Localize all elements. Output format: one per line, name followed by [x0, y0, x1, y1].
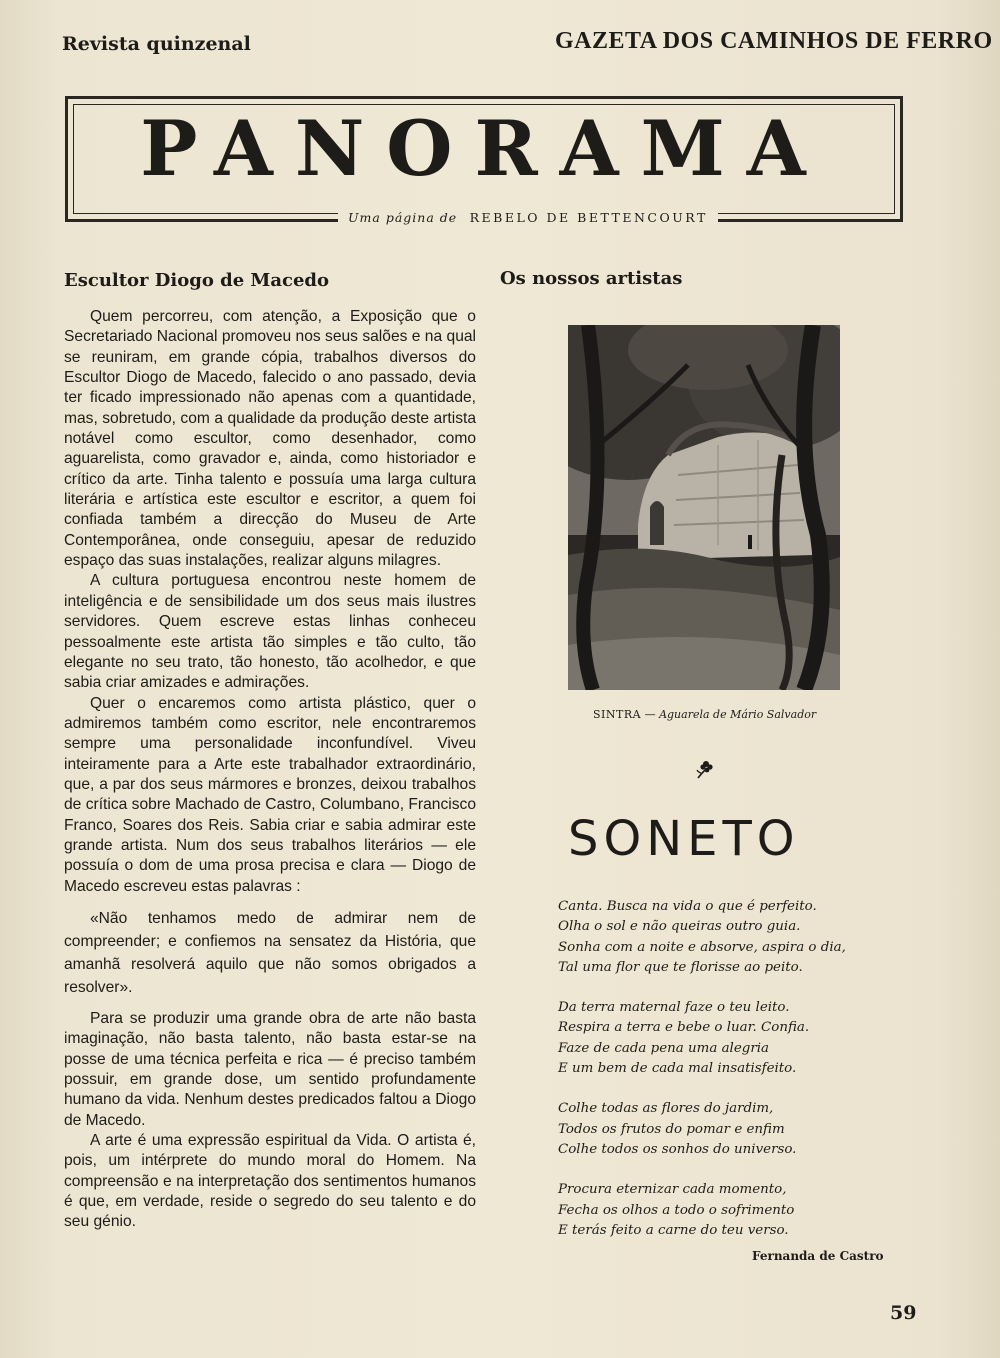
image-caption: [593, 708, 816, 721]
byline-prefix: Uma página de: [348, 210, 458, 225]
poem-line: Sonha com a noite e absorve, aspira o dia,: [558, 939, 846, 955]
banner-byline: [338, 210, 718, 225]
poem-line: Todos os frutos do pomar e enfim: [558, 1121, 785, 1137]
poem-line: E terás feito a carne do teu verso.: [558, 1222, 789, 1238]
article-heading: Escultor Diogo de Macedo: [64, 270, 330, 291]
artists-column: [500, 268, 910, 289]
banner-title: PANORAMA: [140, 104, 828, 193]
caption-title: SINTRA: [593, 708, 642, 721]
article-paragraph: A cultura portuguesa encontrou neste homem de inteligência e de sensibilidade um dos seus mais ilustres servidores. Quem escreve estas linhas conheceu pessoalmente este artista tão simples e tão culto, tão elegante no seu trato, tão honesto, tão acolhedor, e que sabia criar amizades e admirações.: [64, 572, 476, 692]
poem-line: Colhe todas as flores do jardim,: [558, 1101, 774, 1117]
poem-stanza: [558, 1099, 898, 1160]
artists-heading: Os nossos artistas: [500, 268, 683, 289]
page-number: 59: [890, 1302, 917, 1324]
poem-line: Faze de cada pena uma alegria: [558, 1040, 769, 1056]
sintra-watercolor-image: [568, 325, 840, 690]
poem-line: Colhe todos os sonhos do universo.: [558, 1141, 797, 1157]
caption-subtitle: — Aguarela de Mário Salvador: [644, 708, 817, 721]
flower-ornament-icon: [692, 757, 716, 781]
poem-line: Tal uma flor que te florisse ao peito.: [558, 959, 803, 975]
poem-stanza: [558, 998, 898, 1079]
masthead-left: Revista quinzenal: [62, 33, 251, 55]
poem-stanza: [558, 897, 898, 978]
poem-title: SONETO: [568, 811, 800, 867]
article-paragraph: Quer o encaremos como artista plástico, quer o admiremos também como escritor, nele encontraremos sempre uma personalidade inconfundível. Viveu inteiramente para a Arte este trabalhador extraordinário, que, a par dos seus mármores e bronzes, deixou trabalhos de crítica sobre Machado de Castro, Columbano, Francisco Franco, Soares dos Reis. Sabia criar e sabia admirar este grande artista. Num dos seus trabalhos literários — ele possuía o dom de uma prosa precisa e clara — Diogo de Macedo escreveu estas palavras :: [64, 694, 476, 895]
poem-line: Olha o sol e não queiras outro guia.: [558, 919, 801, 935]
panorama-banner: [65, 96, 903, 222]
article-quote: «Não tenhamos medo de admirar nem de compreender; e confiemos na sensatez da História, que amanhã resolverá aquilo que não somos obrigados a resolver».: [64, 909, 476, 996]
poem-line: E um bem de cada mal insatisfeito.: [558, 1061, 797, 1077]
poem-line: Respira a terra e bebe o luar. Confia.: [558, 1020, 810, 1036]
poem-author: Fernanda de Castro: [752, 1249, 884, 1263]
article-paragraph: Para se produzir uma grande obra de arte não basta imaginação, não basta talento, não basta estar-se na posse de uma técnica perfeita e rica — é preciso também possuir, em grande dose, um sentido profundamente humano da vida. Nenhum destes predicados faltou a Diogo de Macedo.: [64, 1009, 476, 1129]
poem-line: Procura eternizar cada momento,: [558, 1182, 787, 1198]
poem-line: Canta. Busca na vida o que é perfeito.: [558, 899, 817, 914]
poem-line: Fecha os olhos a todo o sofrimento: [558, 1202, 795, 1218]
masthead-right: GAZETA DOS CAMINHOS DE FERRO: [555, 28, 993, 54]
poem-body: [558, 897, 898, 1261]
article-column: [64, 270, 476, 1233]
poem-stanza: [558, 1180, 898, 1241]
article-paragraph: Quem percorreu, com atenção, a Exposição que o Secretariado Nacional promoveu nos seus salões e na qual se reuniram, em grande cópia, trabalhos diversos do Escultor Diogo de Macedo, falecido o ano passado, devia ter ficado impressionado não apenas com a quantidade, mas, sobretudo, com a qualidade da produção deste artista notável como escultor, como desenhador, como aguarelista, como gravador e, ainda, como historiador e crítico da arte. Tinha talento e possuía uma larga cultura literária e artística este escultor e escritor, a quem foi confiada também a direcção do Museu de Arte Contemporânea, onde conseguiu, apesar de reduzido espaço das suas instalações, realizar alguns milagres.: [64, 308, 476, 570]
poem-line: Da terra maternal faze o teu leito.: [558, 1000, 790, 1016]
article-paragraph: A arte é uma expressão espiritual da Vida. O artista é, pois, um intérprete do mundo moral do Homem. Na compreensão e na interpretação dos sentimentos humanos é que, em verdade, reside o segredo do seu talento e do seu génio.: [64, 1132, 476, 1231]
byline-author: REBELO DE BETTENCOURT: [469, 210, 708, 225]
